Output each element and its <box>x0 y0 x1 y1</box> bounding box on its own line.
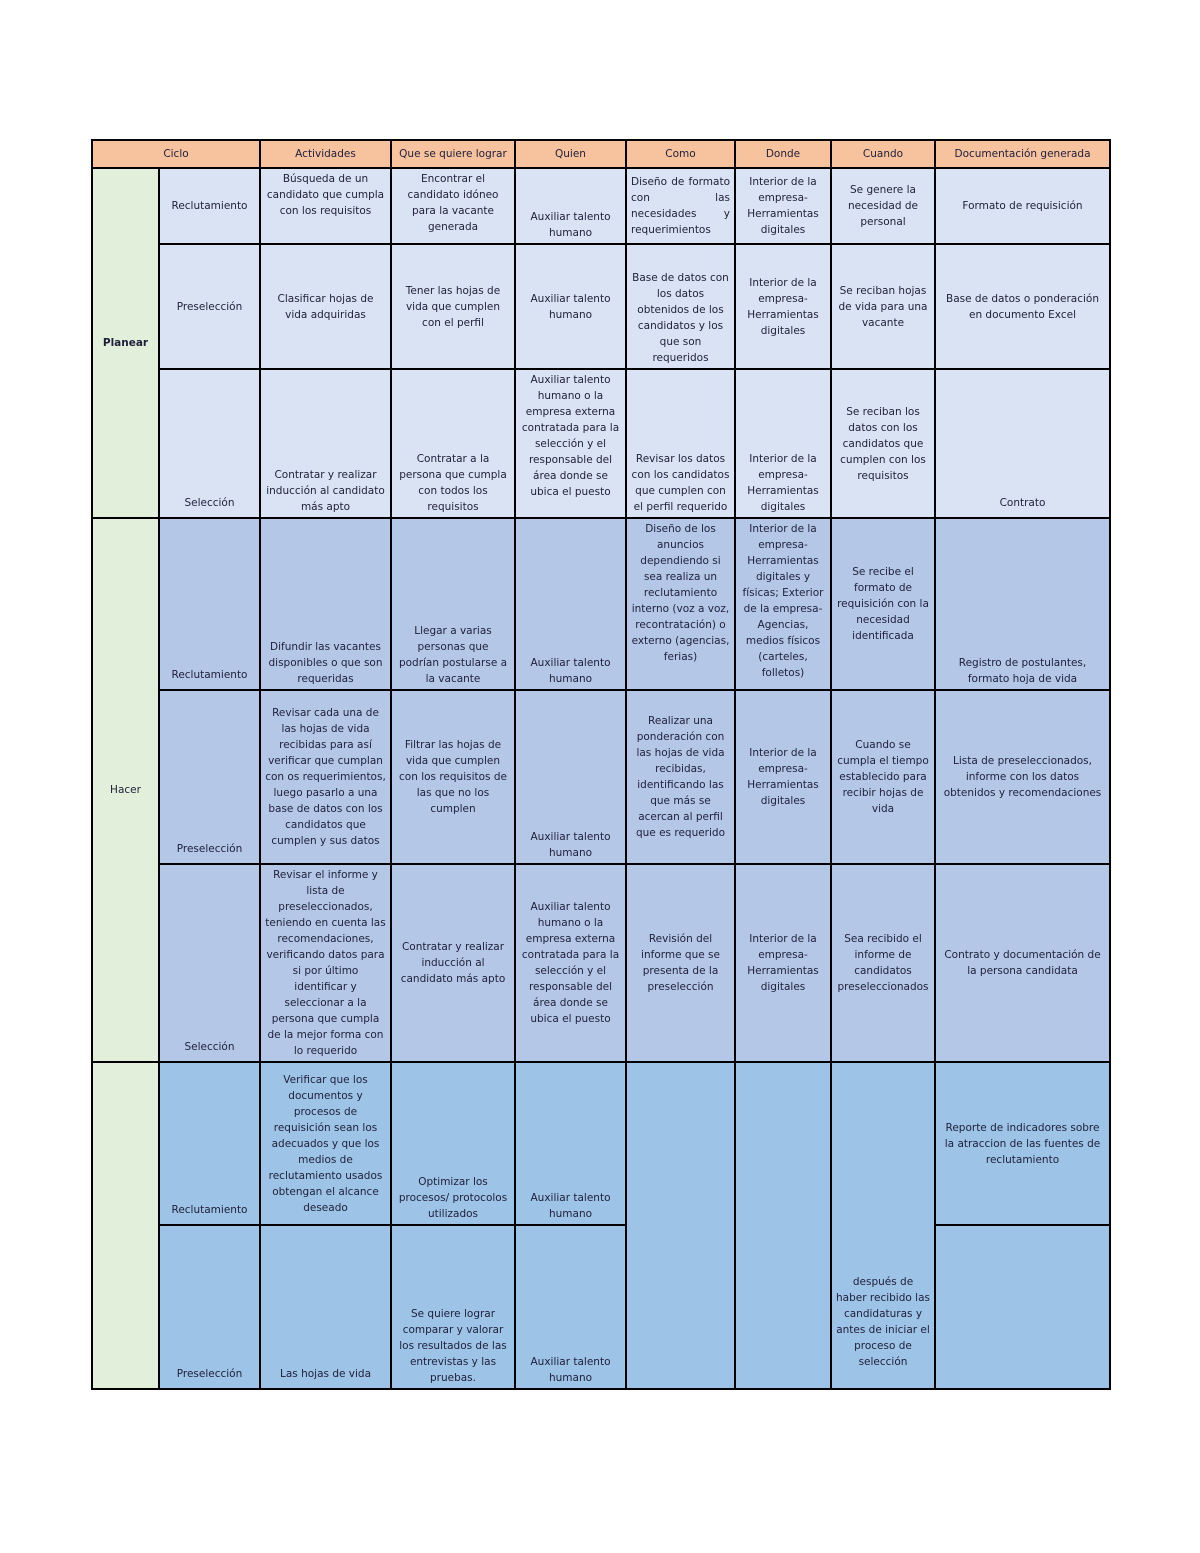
como-cell: Diseño de los anuncios dependiendo si sea realiza un reclutamiento interno (voz a voz, recontratación) o externo (agencias, ferias) <box>626 518 735 690</box>
header-actividades: Actividades <box>260 140 391 168</box>
quien-cell: Auxiliar talento humano o la empresa externa contratada para la selección y el responsable del área donde se ubica el puesto <box>515 864 626 1062</box>
como-cell: Revisión del informe que se presenta de la preselección <box>626 864 735 1062</box>
planning-matrix-table <box>91 139 1111 1390</box>
documentacion-cell: Contrato y documentación de la persona candidata <box>935 864 1110 1062</box>
que-cell: Optimizar los procesos/ protocolos utilizados <box>391 1062 515 1225</box>
que-cell: Contratar a la persona que cumpla con todos los requisitos <box>391 369 515 518</box>
donde-cell-empty <box>735 1062 831 1389</box>
table-row <box>92 518 1110 690</box>
actividades-cell: Difundir las vacantes disponibles o que son requeridas <box>260 518 391 690</box>
actividades-cell: Revisar cada una de las hojas de vida recibidas para así verificar que cumplan con os requerimientos, luego pasarlo a una base de datos con los candidatos que cumplen y sus datos <box>260 690 391 864</box>
table-row <box>92 369 1110 518</box>
stage-cell: Preselección <box>159 690 260 864</box>
table-row <box>92 244 1110 369</box>
documentacion-cell: Base de datos o ponderación en documento Excel <box>935 244 1110 369</box>
quien-cell: Auxiliar talento humano o la empresa externa contratada para la selección y el responsable del área donde se ubica el puesto <box>515 369 626 518</box>
que-cell: Tener las hojas de vida que cumplen con el perfil <box>391 244 515 369</box>
que-cell: Filtrar las hojas de vida que cumplen con los requisitos de las que no los cumplen <box>391 690 515 864</box>
cuando-cell: Se reciban los datos con los candidatos que cumplen con los requisitos <box>831 369 935 518</box>
table-row <box>92 168 1110 244</box>
donde-cell: Interior de la empresa- Herramientas digitales y físicas; Exterior de la empresa- Agencias, medios físicos (carteles, folletos) <box>735 518 831 690</box>
table-row <box>92 1062 1110 1225</box>
como-cell-empty <box>626 1062 735 1389</box>
stage-cell: Reclutamiento <box>159 168 260 244</box>
header-que: Que se quiere lograr <box>391 140 515 168</box>
como-cell: Realizar una ponderación con las hojas de vida recibidas, identificando las que más se acercan al perfil que es requerido <box>626 690 735 864</box>
stage-cell: Reclutamiento <box>159 1062 260 1225</box>
documentacion-cell-empty <box>935 1225 1110 1389</box>
quien-cell: Auxiliar talento humano <box>515 1225 626 1389</box>
quien-cell: Auxiliar talento humano <box>515 244 626 369</box>
stage-cell: Selección <box>159 369 260 518</box>
quien-cell: Auxiliar talento humano <box>515 690 626 864</box>
quien-cell: Auxiliar talento humano <box>515 168 626 244</box>
table-row <box>92 1225 1110 1389</box>
documentacion-cell: Formato de requisición <box>935 168 1110 244</box>
cuando-cell: Se reciban hojas de vida para una vacante <box>831 244 935 369</box>
actividades-cell: Contratar y realizar inducción al candidato más apto <box>260 369 391 518</box>
documentacion-cell: Contrato <box>935 369 1110 518</box>
cuando-cell-merged: después de haber recibido las candidaturas y antes de iniciar el proceso de selección <box>831 1062 935 1389</box>
header-documentacion: Documentación generada <box>935 140 1110 168</box>
header-quien: Quien <box>515 140 626 168</box>
header-como: Como <box>626 140 735 168</box>
actividades-cell: Las hojas de vida <box>260 1225 391 1389</box>
table-row <box>92 864 1110 1062</box>
stage-cell: Selección <box>159 864 260 1062</box>
donde-cell: Interior de la empresa- Herramientas digitales <box>735 168 831 244</box>
actividades-cell: Verificar que los documentos y procesos de requisición sean los adecuados y que los medios de reclutamiento usados obtengan el alcance deseado <box>260 1062 391 1225</box>
cuando-cell: Sea recibido el informe de candidatos preseleccionados <box>831 864 935 1062</box>
cuando-cell: Se genere la necesidad de personal <box>831 168 935 244</box>
actividades-cell: Clasificar hojas de vida adquiridas <box>260 244 391 369</box>
header-donde: Donde <box>735 140 831 168</box>
actividades-cell: Revisar el informe y lista de preseleccionados, teniendo en cuenta las recomendaciones, verificando datos para si por último identificar y seleccionar a la persona que cumpla de la mejor forma con lo requerido <box>260 864 391 1062</box>
quien-cell: Auxiliar talento humano <box>515 518 626 690</box>
cuando-cell: Se recibe el formato de requisición con la necesidad identificada <box>831 518 935 690</box>
como-cell: Revisar los datos con los candidatos que cumplen con el perfil requerido <box>626 369 735 518</box>
que-cell: Se quiere lograr comparar y valorar los resultados de las entrevistas y las pruebas. <box>391 1225 515 1389</box>
header-cuando: Cuando <box>831 140 935 168</box>
cuando-cell: Cuando se cumpla el tiempo establecido para recibir hojas de vida <box>831 690 935 864</box>
cycle-label-empty <box>92 1062 159 1389</box>
stage-cell: Preselección <box>159 244 260 369</box>
header-row <box>92 140 1110 168</box>
cycle-label-planear: Planear <box>92 168 159 518</box>
documentacion-cell: Registro de postulantes, formato hoja de vida <box>935 518 1110 690</box>
que-cell: Llegar a varias personas que podrían postularse a la vacante <box>391 518 515 690</box>
documentacion-cell: Lista de preseleccionados, informe con los datos obtenidos y recomendaciones <box>935 690 1110 864</box>
que-cell: Contratar y realizar inducción al candidato más apto <box>391 864 515 1062</box>
header-ciclo: Ciclo <box>92 140 260 168</box>
table-row <box>92 690 1110 864</box>
como-cell: Diseño de formato con las necesidades y requerimientos <box>626 168 735 244</box>
como-cell: Base de datos con los datos obtenidos de los candidatos y los que son requeridos <box>626 244 735 369</box>
donde-cell: Interior de la empresa- Herramientas digitales <box>735 369 831 518</box>
actividades-cell: Búsqueda de un candidato que cumpla con los requisitos <box>260 168 391 244</box>
donde-cell: Interior de la empresa- Herramientas digitales <box>735 690 831 864</box>
cycle-label-hacer: Hacer <box>92 518 159 1062</box>
quien-cell: Auxiliar talento humano <box>515 1062 626 1225</box>
que-cell: Encontrar el candidato idóneo para la vacante generada <box>391 168 515 244</box>
donde-cell: Interior de la empresa- Herramientas digitales <box>735 244 831 369</box>
stage-cell: Reclutamiento <box>159 518 260 690</box>
donde-cell: Interior de la empresa- Herramientas digitales <box>735 864 831 1062</box>
documentacion-cell: Reporte de indicadores sobre la atraccion de las fuentes de reclutamiento <box>935 1062 1110 1225</box>
stage-cell: Preselección <box>159 1225 260 1389</box>
